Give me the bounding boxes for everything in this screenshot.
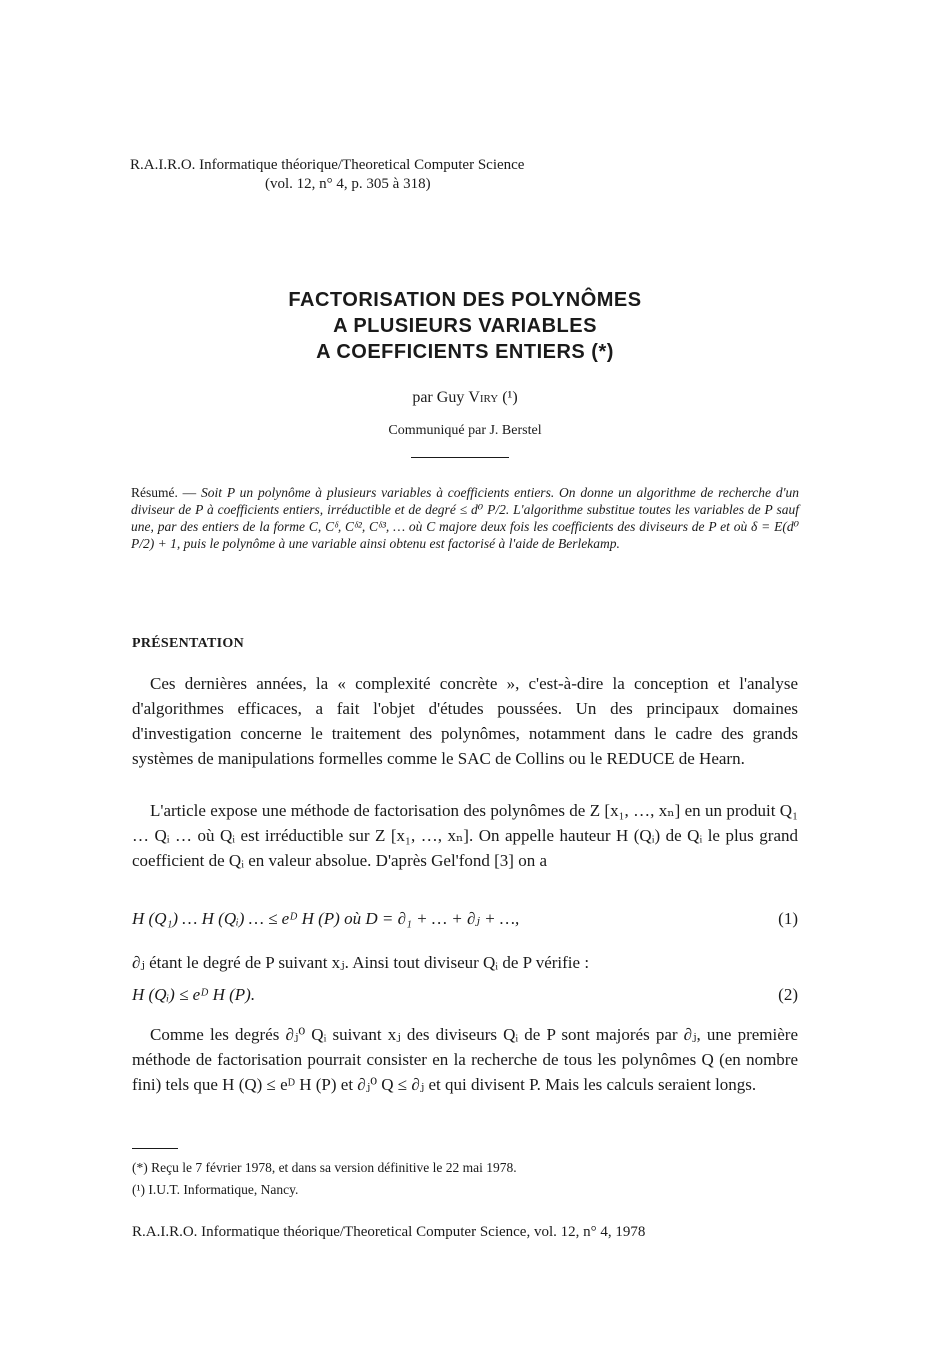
- communicated-by: Communiqué par J. Berstel: [388, 423, 542, 438]
- equation-1-number: (1): [778, 909, 798, 928]
- footnote-1: (*) Reçu le 7 février 1978, et dans sa version définitive le 22 mai 1978.: [132, 1160, 517, 1175]
- volume-line: (vol. 12, n° 4, p. 305 à 318): [265, 176, 431, 192]
- journal-line: R.A.I.R.O. Informatique théorique/Theoretical Computer Science: [130, 157, 525, 173]
- title-line-2: A PLUSIEURS VARIABLES: [333, 315, 597, 337]
- equation-1-body: H (Q₁) … H (Qᵢ) … ≤ eᴰ H (P) où D = ∂₁ + … + ∂ⱼ + …,: [132, 909, 520, 928]
- author-line: [0, 389, 930, 407]
- equation-1: [132, 909, 798, 934]
- abstract-text: Soit P un polynôme à plusieurs variables à coefficients entiers. On donne un algorithme de recherche d'un diviseur de P à coefficients entiers, irréductible et de degré ≤ d⁰ P/2. L'algorithme substitue toutes les variables de P sauf une, par des entiers de la forme C, Cᵟ, Cᵟ², Cᵟ³, … où C majore deux fois les coefficients des diviseurs de P et où δ = E(d⁰ P/2) + 1, puis le polynôme à une variable ainsi obtenu est factorisé à l'aide de Berlekamp.: [131, 485, 799, 551]
- footnote-divider: [132, 1148, 178, 1149]
- title-line-3: A COEFFICIENTS ENTIERS (*): [316, 341, 614, 363]
- author-name: Viry: [468, 389, 499, 406]
- paragraph-3: ∂ⱼ étant le degré de P suivant xⱼ. Ainsi tout diviseur Qᵢ de P vérifie :: [132, 953, 590, 972]
- equation-2: [132, 985, 798, 1010]
- abstract: [131, 484, 799, 552]
- page-footer: R.A.I.R.O. Informatique théorique/Theoretical Computer Science, vol. 12, n° 4, 1978: [132, 1224, 646, 1240]
- paper-title: [0, 287, 930, 365]
- section-heading: PRÉSENTATION: [132, 636, 244, 651]
- title-divider: [411, 457, 509, 458]
- equation-2-number: (2): [778, 985, 798, 1004]
- running-header: [130, 156, 524, 194]
- paragraph-2: L'article expose une méthode de factorisation des polynômes de Z [x₁, …, xₙ] en un produit Q₁ … Qᵢ … où Qᵢ est irréductible sur Z [x₁, …, xₙ]. On appelle hauteur H (Qᵢ) de Qᵢ le plus grand coefficient de Qᵢ en valeur absolue. D'après Gel'fond [3] on a: [132, 801, 798, 870]
- footnote-2: (¹) I.U.T. Informatique, Nancy.: [132, 1182, 299, 1197]
- equation-2-body: H (Qᵢ) ≤ eᴰ H (P).: [132, 985, 256, 1004]
- paragraph-4: Comme les degrés ∂ⱼ⁰ Qᵢ suivant xⱼ des diviseurs Qᵢ de P sont majorés par ∂ⱼ, une première méthode de factorisation pourrait consister en la recherche de tous les polynômes Q (en nombre fini) tels que H (Q) ≤ eᴰ H (P) et ∂ⱼ⁰ Q ≤ ∂ⱼ et qui divisent P. Mais les calculs seraient longs.: [132, 1025, 798, 1094]
- paragraph-1: Ces dernières années, la « complexité concrète », c'est-à-dire la conception et l'analyse d'algorithmes efficaces, a fait l'objet d'études poussées. Un des principaux domaines d'investigation concerne le traitement des polynômes, notamment dans le cadre des grands systèmes de manipulations formelles comme le SAC de Collins ou le REDUCE de Hearn.: [132, 674, 798, 768]
- author-note: (¹): [502, 389, 518, 406]
- title-line-1: FACTORISATION DES POLYNÔMES: [288, 289, 642, 311]
- author-prefix: par Guy: [412, 389, 465, 406]
- abstract-lead: Résumé. —: [131, 485, 202, 500]
